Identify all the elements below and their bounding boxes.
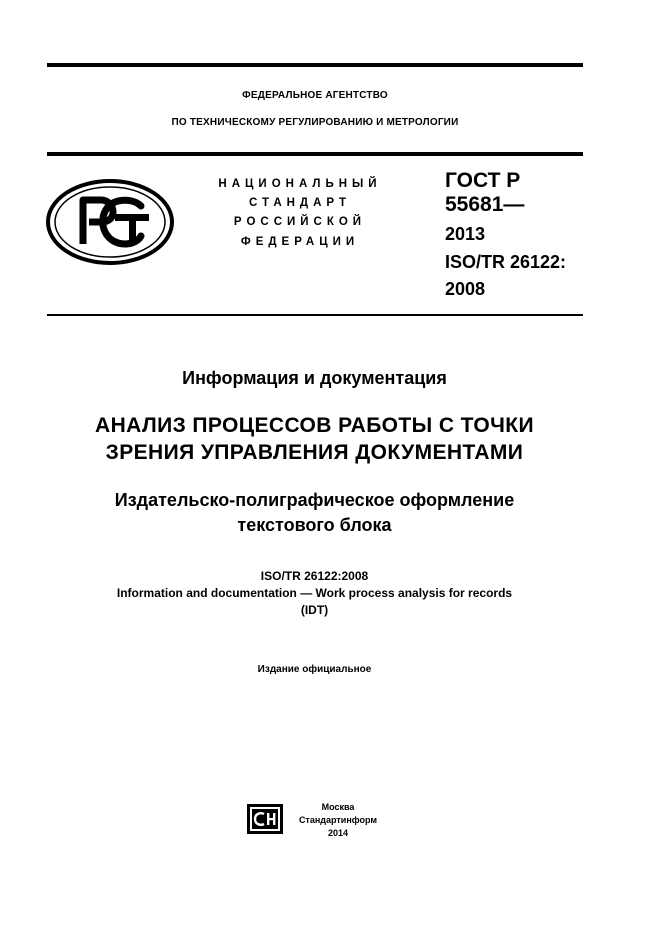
standartinform-logo-icon bbox=[247, 804, 283, 834]
designation-rule bbox=[47, 314, 583, 316]
agency-line-2: ПО ТЕХНИЧЕСКОМУ РЕГУЛИРОВАНИЮ И МЕТРОЛОГИИ bbox=[171, 117, 459, 128]
subtitle-line-1: Издательско-полиграфическое оформление bbox=[114, 490, 515, 510]
title-line-2: ЗРЕНИЯ УПРАВЛЕНИЯ ДОКУМЕНТАМИ bbox=[105, 441, 524, 464]
designation-line-1: ГОСТ Р bbox=[445, 169, 521, 192]
national-standard-line-1: НАЦИОНАЛЬНЫЙ bbox=[218, 178, 382, 190]
publisher-city: Москва bbox=[321, 802, 355, 812]
edition-label: Издание официальное bbox=[257, 664, 372, 675]
national-standard-line-2: СТАНДАРТ bbox=[249, 197, 351, 209]
subtitle-line-2: текстового блока bbox=[237, 515, 392, 535]
designation-line-4: ISO/TR 26122: bbox=[445, 252, 567, 272]
national-standard-line-3: РОССИЙСКОЙ bbox=[233, 216, 367, 228]
header-rule bbox=[47, 152, 583, 156]
publisher-year: 2014 bbox=[327, 828, 349, 838]
title-line-1: АНАЛИЗ ПРОЦЕССОВ РАБОТЫ С ТОЧКИ bbox=[95, 414, 534, 437]
publisher-name: Стандартинформ bbox=[298, 815, 378, 825]
subject-heading: Информация и документация bbox=[182, 368, 447, 388]
iso-number: ISO/TR 26122:2008 bbox=[260, 569, 369, 583]
designation-line-3: 2013 bbox=[445, 224, 486, 244]
top-rule bbox=[47, 63, 583, 67]
agency-line-1: ФЕДЕРАЛЬНОЕ АГЕНТСТВО bbox=[242, 90, 388, 101]
national-standard-line-4: ФЕДЕРАЦИИ bbox=[240, 236, 360, 248]
designation-line-2: 55681— bbox=[445, 193, 525, 216]
iso-equivalence: (IDT) bbox=[300, 603, 329, 617]
designation-line-5: 2008 bbox=[445, 279, 486, 299]
iso-english-title: Information and documentation — Work process analysis for records bbox=[116, 586, 513, 600]
rst-certification-mark-icon bbox=[45, 178, 175, 266]
